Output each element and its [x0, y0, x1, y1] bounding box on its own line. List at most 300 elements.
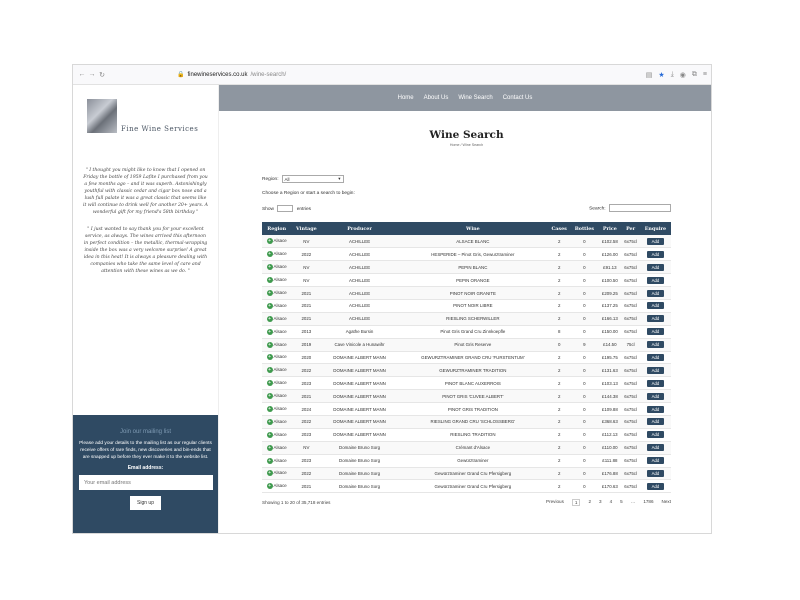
table-cell: Gewürztraminer	[398, 454, 548, 467]
entries-label: entries	[296, 206, 312, 212]
table-cell: £144.38	[598, 390, 621, 403]
table-cell: ACHILLEE	[321, 312, 397, 325]
table-cell	[262, 467, 291, 480]
expand-row-icon[interactable]: +	[268, 264, 272, 271]
url-host: finewineservices.co.uk	[187, 71, 248, 78]
table-cell: £131.63	[598, 364, 621, 377]
top-nav	[219, 85, 711, 111]
table-cell: DOMAINE ALBERT MANN	[321, 351, 397, 364]
table-cell: 6x75cl	[621, 235, 639, 248]
column-header[interactable]: Enquire	[640, 222, 671, 235]
table-cell: ACHILLEE	[321, 261, 397, 274]
table-cell: 6x75cl	[621, 390, 639, 403]
enquire-cell	[640, 390, 671, 403]
add-button[interactable]: Add	[647, 277, 665, 284]
search-hint: Choose a Region or start a search to begin:	[262, 191, 355, 196]
expand-row-icon[interactable]: +	[268, 457, 272, 464]
account-icon[interactable]: ◉	[679, 71, 686, 79]
table-row	[262, 454, 671, 467]
page-link[interactable]: Next	[661, 499, 671, 505]
table-row	[262, 235, 671, 248]
table-row	[262, 248, 671, 261]
sidebar	[73, 85, 219, 533]
expand-row-icon[interactable]: +	[268, 277, 272, 284]
table-cell: 6x75cl	[621, 274, 639, 287]
column-header[interactable]: Per	[621, 222, 639, 235]
table-cell: Crémant d'Alsace	[398, 441, 548, 454]
table-cell: NV	[291, 441, 321, 454]
table-cell: £137.25	[598, 299, 621, 312]
table-cell: £176.88	[598, 467, 621, 480]
table-cell: 2020	[291, 351, 321, 364]
bookmark-star-icon[interactable]: ★	[658, 71, 665, 79]
column-header[interactable]: Vintage	[291, 222, 321, 235]
testimonial-1: " I thought you might like to know that I opened on Friday the bottle of 1959 Lafite I purchased from you a few months ago – and it was superb. Astonishingly youthful with classic cedar and cigar box nose and a lush full palate it was a great classic that seems like it will continue to drink well for another 20+ years. A wonderful gift for my friend's 58th birthday "	[83, 168, 208, 215]
table-cell: 2019	[291, 338, 321, 351]
table-cell: 0	[570, 364, 598, 377]
table-cell: 6x75cl	[621, 415, 639, 428]
region-cell-text: Alsace	[273, 457, 287, 463]
table-cell: NV	[291, 235, 321, 248]
table-cell: 2	[548, 261, 570, 274]
table-cell: ACHILLEE	[321, 287, 397, 300]
column-header[interactable]: Producer	[321, 222, 397, 235]
column-header[interactable]: Region	[262, 222, 291, 235]
add-button[interactable]: Add	[647, 470, 665, 477]
sign-up-button[interactable]: Sign up	[130, 496, 161, 510]
enquire-cell	[640, 338, 671, 351]
table-cell: 0	[570, 248, 598, 261]
region-cell-text: Alsace	[273, 328, 287, 334]
lock-icon: 🔒	[177, 72, 185, 78]
table-header-row	[262, 222, 671, 235]
table-row	[262, 261, 671, 274]
table-cell: 0	[570, 325, 598, 338]
extensions-icon[interactable]: ⧉	[691, 70, 697, 78]
region-cell-text: Alsace	[273, 444, 287, 450]
table-cell: ACHILLEE	[321, 299, 397, 312]
table-cell: 6x75cl	[621, 299, 639, 312]
table-cell: £209.25	[598, 287, 621, 300]
table-row	[262, 364, 671, 377]
table-cell: DOMAINE ALBERT MANN	[321, 415, 397, 428]
table-cell	[262, 248, 291, 261]
reload-icon[interactable]: ↻	[99, 71, 105, 79]
table-cell: 0	[570, 235, 598, 248]
table-cell	[262, 312, 291, 325]
region-cell-text: Alsace	[273, 393, 287, 399]
table-row	[262, 325, 671, 338]
table-cell: ACHILLEE	[321, 248, 397, 261]
table-cell: £195.75	[598, 351, 621, 364]
table-cell	[262, 299, 291, 312]
enquire-cell	[640, 454, 671, 467]
enquire-cell	[640, 377, 671, 390]
add-button[interactable]: Add	[647, 328, 665, 335]
table-cell	[262, 325, 291, 338]
table-cell: 2022	[291, 415, 321, 428]
table-cell: 0	[570, 377, 598, 390]
page-link[interactable]: 1	[572, 499, 581, 506]
enquire-cell	[640, 274, 671, 287]
table-cell: PINOT NOIR GRANITE	[398, 287, 548, 300]
table-cell: £112.13	[598, 428, 621, 441]
breadcrumb[interactable]: Home / Wine Search	[449, 143, 484, 147]
table-row	[262, 299, 671, 312]
table-row	[262, 312, 671, 325]
enquire-cell	[640, 287, 671, 300]
table-cell	[262, 480, 291, 493]
add-button[interactable]: Add	[647, 341, 665, 348]
table-cell: DOMAINE ALBERT MANN	[321, 428, 397, 441]
expand-row-icon[interactable]: +	[268, 418, 272, 425]
nav-wine-search[interactable]: Wine Search	[458, 95, 493, 101]
table-cell: 2021	[291, 312, 321, 325]
region-select[interactable]	[282, 175, 344, 183]
table-row	[262, 351, 671, 364]
expand-row-icon[interactable]: +	[268, 431, 272, 438]
region-cell-text: Alsace	[273, 367, 287, 373]
add-button[interactable]: Add	[647, 406, 665, 413]
table-cell: GEWURZTRAMINER GRAND CRU 'FURSTENTUM'	[398, 351, 548, 364]
email-input[interactable]	[79, 475, 213, 490]
page-link: …	[630, 499, 636, 505]
table-cell: 0	[570, 467, 598, 480]
table-cell: £103.13	[598, 377, 621, 390]
table-cell: 2023	[291, 428, 321, 441]
table-cell: £109.88	[598, 403, 621, 416]
table-cell	[262, 274, 291, 287]
table-row	[262, 274, 671, 287]
add-button[interactable]: Add	[647, 483, 665, 490]
search-input[interactable]	[609, 204, 671, 212]
table-cell: Pinot Gris Reserve	[398, 338, 548, 351]
expand-row-icon[interactable]: +	[268, 444, 272, 451]
table-cell: £14.50	[598, 338, 621, 351]
table-cell: 75cl	[621, 338, 639, 351]
table-cell: 2	[548, 428, 570, 441]
enquire-cell	[640, 248, 671, 261]
table-cell: DOMAINE ALBERT MANN	[321, 390, 397, 403]
download-icon[interactable]: ⤓	[670, 70, 674, 78]
logo[interactable]	[87, 99, 218, 133]
enquire-cell	[640, 364, 671, 377]
email-label: Email address:	[127, 465, 164, 471]
region-cell-text: Alsace	[273, 290, 287, 295]
url-field[interactable]	[177, 71, 286, 78]
table-cell: 2022	[291, 364, 321, 377]
table-cell: RIESLING SCHERWILLER	[398, 312, 548, 325]
table-row	[262, 441, 671, 454]
table-cell: 0	[570, 441, 598, 454]
enquire-cell	[640, 428, 671, 441]
add-button[interactable]: Add	[647, 393, 665, 400]
table-cell: PINOT GRIS 'CUVEE ALBERT'	[398, 390, 548, 403]
table-cell: £166.13	[598, 312, 621, 325]
enquire-cell	[640, 441, 671, 454]
table-row	[262, 403, 671, 416]
table-cell	[262, 377, 291, 390]
table-cell: RIESLING TRADITION	[398, 428, 548, 441]
pagination	[546, 499, 671, 506]
forward-icon[interactable]: →	[88, 71, 96, 78]
entries-select[interactable]	[277, 205, 293, 212]
nav-about-us[interactable]: About Us	[423, 95, 449, 101]
table-cell: £111.88	[598, 454, 621, 467]
table-cell: 2021	[291, 299, 321, 312]
browser-window	[72, 64, 712, 534]
mailing-list-panel	[73, 415, 218, 533]
table-footer	[262, 499, 671, 506]
page-link[interactable]: 4	[609, 499, 613, 505]
table-cell: 2	[548, 274, 570, 287]
table-cell	[262, 235, 291, 248]
mailing-list-text: Please add your details to the mailing list as our regular clients receive offers of rare finds, new discoveries and bin-ends that are snapped up before they ever make it to the website list.	[79, 441, 212, 460]
table-cell: 0	[548, 338, 570, 351]
table-cell: GEWURZTRAMINER TRADITION	[398, 364, 548, 377]
region-filter	[262, 175, 671, 183]
table-cell: 2	[548, 454, 570, 467]
expand-row-icon[interactable]: +	[268, 238, 272, 245]
table-cell: 0	[570, 428, 598, 441]
region-value: All	[284, 176, 290, 182]
main-content	[219, 85, 711, 533]
add-button[interactable]: Add	[647, 264, 665, 271]
add-button[interactable]: Add	[647, 457, 665, 464]
table-cell: PINOT GRIS TRADITION	[398, 403, 548, 416]
table-cell: 2	[548, 287, 570, 300]
table-cell: 6x75cl	[621, 467, 639, 480]
table-cell: 6x75cl	[621, 248, 639, 261]
table-cell: 2	[548, 364, 570, 377]
table-cell: Pinot Gris Grand Cru Zinnkoepfle	[398, 325, 548, 338]
table-cell: £368.63	[598, 415, 621, 428]
region-cell-text: Alsace	[273, 264, 287, 270]
enquire-cell	[640, 325, 671, 338]
enquire-cell	[640, 235, 671, 248]
table-cell: £100.50	[598, 274, 621, 287]
table-cell: 6x75cl	[621, 428, 639, 441]
table-cell: 6x75cl	[621, 364, 639, 377]
search-label: Search:	[589, 206, 606, 212]
address-bar	[73, 65, 711, 85]
expand-row-icon[interactable]: +	[268, 341, 272, 348]
expand-row-icon[interactable]: +	[268, 483, 272, 490]
table-cell: 9	[570, 338, 598, 351]
add-button[interactable]: Add	[647, 238, 665, 245]
expand-row-icon[interactable]: +	[268, 328, 272, 335]
region-cell-text: Alsace	[273, 406, 287, 412]
expand-row-icon[interactable]: +	[268, 380, 272, 387]
add-button[interactable]: Add	[647, 431, 665, 438]
mailing-list-title: Join our mailing list	[119, 429, 172, 435]
table-cell: 0	[570, 403, 598, 416]
add-button[interactable]: Add	[647, 251, 665, 258]
expand-row-icon[interactable]: +	[268, 315, 272, 322]
table-cell: 2	[548, 441, 570, 454]
region-cell-text: Alsace	[273, 418, 287, 424]
table-body	[262, 235, 671, 493]
column-header[interactable]: Cases	[548, 222, 570, 235]
region-cell-text: Alsace	[273, 315, 287, 321]
table-cell: RIESLING GRAND CRU 'SCHLOSSBERG'	[398, 415, 548, 428]
table-cell: £170.63	[598, 480, 621, 493]
region-cell-text: Alsace	[273, 470, 287, 476]
table-cell: £126.00	[598, 248, 621, 261]
table-cell	[262, 287, 291, 300]
wine-table	[262, 222, 671, 493]
table-cell: 2021	[291, 390, 321, 403]
add-button[interactable]: Add	[647, 367, 665, 374]
region-cell-text: Alsace	[273, 251, 287, 257]
column-header[interactable]: Bottles	[570, 222, 598, 235]
table-cell: 0	[570, 454, 598, 467]
table-cell: 2	[548, 299, 570, 312]
table-cell: HESPERIDE – Pinot Gris, Gewurztraminer	[398, 248, 548, 261]
table-cell: 0	[570, 299, 598, 312]
table-row	[262, 428, 671, 441]
logo-text: Fine Wine Services	[121, 125, 199, 133]
table-cell: 0	[570, 287, 598, 300]
nav-home[interactable]: Home	[397, 95, 414, 101]
table-cell: Domaine Bruno Sorg	[321, 454, 397, 467]
table-cell	[262, 415, 291, 428]
add-button[interactable]: Add	[647, 302, 665, 309]
table-cell: PEPIN ORANGE	[398, 274, 548, 287]
add-button[interactable]: Add	[647, 444, 665, 451]
table-cell: 2	[548, 467, 570, 480]
table-cell: 6x75cl	[621, 377, 639, 390]
table-cell: Domaine Bruno Sorg	[321, 467, 397, 480]
table-cell: 2	[548, 312, 570, 325]
add-button[interactable]: Add	[647, 380, 665, 387]
enquire-cell	[640, 480, 671, 493]
table-cell: NV	[291, 274, 321, 287]
expand-row-icon[interactable]: +	[268, 302, 272, 309]
entries-info: Showing 1 to 20 of 35,718 entries	[262, 500, 331, 506]
table-cell: DOMAINE ALBERT MANN	[321, 403, 397, 416]
add-button[interactable]: Add	[647, 418, 665, 425]
column-header[interactable]: Price	[598, 222, 621, 235]
add-button[interactable]: Add	[647, 290, 665, 297]
table-cell: 2	[548, 235, 570, 248]
table-row	[262, 338, 671, 351]
enquire-cell	[640, 261, 671, 274]
table-cell: 2	[548, 415, 570, 428]
table-row	[262, 467, 671, 480]
reader-icon[interactable]: ▤	[645, 71, 653, 79]
back-icon[interactable]: ←	[78, 71, 86, 78]
chevron-down-icon: ▾	[338, 176, 341, 181]
testimonial-2: " I just wanted to say thank you for your excellent service, as always. The wines arrived this afternoon in perfect condition – the metallic, thermal-wrapping inside the box was a very welcome surprise! A great idea in this heat! It is always a pleasure dealing with companies who take the same level of care and attention with these wines as we do. "	[83, 227, 208, 274]
table-cell	[262, 261, 291, 274]
table-cell: 6x75cl	[621, 325, 639, 338]
table-cell: 2022	[291, 248, 321, 261]
add-button[interactable]: Add	[647, 354, 665, 361]
table-row	[262, 287, 671, 300]
region-cell-text: Alsace	[273, 341, 287, 347]
table-cell: 0	[570, 274, 598, 287]
expand-row-icon[interactable]: +	[268, 290, 272, 296]
table-cell: 2	[548, 390, 570, 403]
table-cell: 6x75cl	[621, 312, 639, 325]
table-cell: 2	[548, 351, 570, 364]
table-cell: 8	[548, 325, 570, 338]
expand-row-icon[interactable]: +	[268, 406, 272, 413]
logo-image	[87, 99, 117, 133]
region-cell-text: Alsace	[273, 354, 287, 360]
table-cell: 2	[548, 403, 570, 416]
table-cell	[262, 351, 291, 364]
region-cell-text: Alsace	[273, 277, 287, 283]
page-link[interactable]: 2	[588, 499, 592, 505]
page-link[interactable]: 5	[620, 499, 623, 505]
table-cell: 2	[548, 248, 570, 261]
add-button[interactable]: Add	[647, 315, 665, 322]
region-label: Region:	[262, 176, 279, 182]
table-search	[589, 204, 671, 212]
table-cell: £110.00	[598, 441, 621, 454]
menu-icon[interactable]: ≡	[702, 70, 707, 78]
nav-contact-us[interactable]: Contact Us	[502, 95, 533, 101]
table-cell: £102.58	[598, 235, 621, 248]
expand-row-icon[interactable]: +	[268, 354, 272, 361]
page-link[interactable]: 1786	[643, 499, 654, 505]
table-cell: 6x75cl	[621, 351, 639, 364]
table-cell	[262, 403, 291, 416]
column-header[interactable]: Wine	[398, 222, 548, 235]
table-cell: Agathe Bursin	[321, 325, 397, 338]
table-cell: 6x75cl	[621, 287, 639, 300]
table-cell: ACHILLEE	[321, 274, 397, 287]
table-cell: DOMAINE ALBERT MANN	[321, 364, 397, 377]
table-cell: Domaine Bruno Sorg	[321, 480, 397, 493]
expand-row-icon[interactable]: +	[268, 470, 272, 477]
table-cell	[262, 454, 291, 467]
page-title: Wine Search	[429, 129, 504, 141]
table-cell: 6x75cl	[621, 261, 639, 274]
table-cell	[262, 338, 291, 351]
table-cell: £150.00	[598, 325, 621, 338]
page-link[interactable]: 3	[599, 499, 602, 505]
page-link[interactable]: Previous	[546, 499, 564, 505]
table-cell: 2022	[291, 467, 321, 480]
table-cell	[262, 390, 291, 403]
table-cell: 0	[570, 351, 598, 364]
table-cell	[262, 428, 291, 441]
table-cell: 2023	[291, 377, 321, 390]
table-cell: 6x75cl	[621, 454, 639, 467]
table-cell: Gewürztraminer Grand Cru Pfersigberg	[398, 467, 548, 480]
table-cell: 6x75cl	[621, 480, 639, 493]
region-cell-text: Alsace	[273, 302, 287, 308]
table-cell: 0	[570, 480, 598, 493]
table-cell	[262, 364, 291, 377]
region-cell-text: Alsace	[273, 238, 287, 244]
expand-row-icon[interactable]: +	[268, 393, 272, 400]
expand-row-icon[interactable]: +	[268, 251, 272, 258]
table-cell: 0	[570, 415, 598, 428]
table-row	[262, 390, 671, 403]
table-cell: Cave Vinicole a Hunawihr	[321, 338, 397, 351]
table-cell: NV	[291, 261, 321, 274]
table-cell: 2021	[291, 480, 321, 493]
table-cell: 2023	[291, 454, 321, 467]
show-label: Show	[262, 206, 274, 212]
url-path: /wine-search/	[250, 71, 287, 78]
table-cell: 6x75cl	[621, 441, 639, 454]
expand-row-icon[interactable]: +	[268, 367, 272, 374]
